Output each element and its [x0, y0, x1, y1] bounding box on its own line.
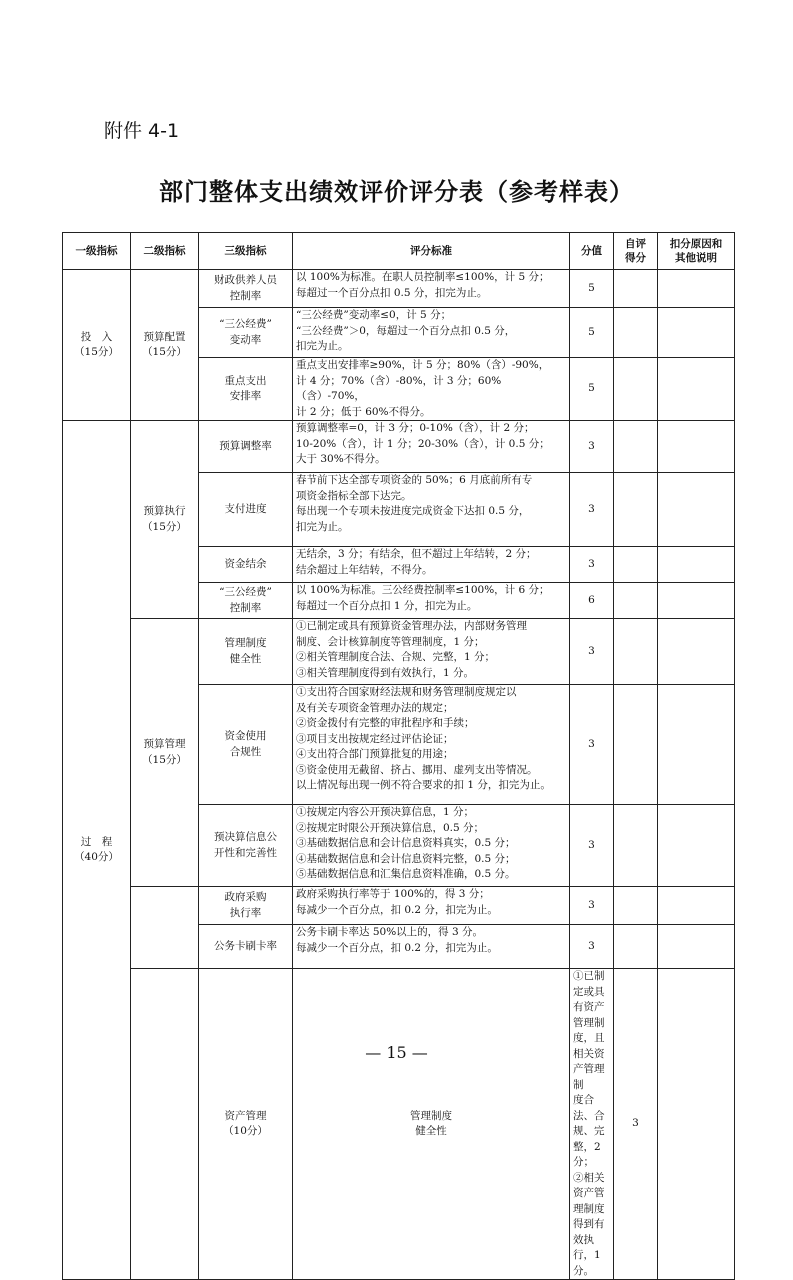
self-score-cell: [614, 685, 658, 805]
criteria-cell: 预算调整率=0，计 3 分；0-10%（含），计 2 分； 10-20%（含），计 1 分；20-30%（含），计 0.5 分； 大于 30%不得分。: [293, 421, 570, 473]
level3-cell: 资金使用 合规性: [199, 685, 293, 805]
level2-cell: [131, 887, 199, 969]
level3-cell: 公务卡刷卡率: [199, 925, 293, 969]
level3-cell: “三公经费” 控制率: [199, 583, 293, 619]
remarks-cell: [658, 925, 735, 969]
score-cell: 3: [570, 887, 614, 925]
criteria-cell: 以 100%为标准。在职人员控制率≤100%，计 5 分； 每超过一个百分点扣 0.5 分，扣完为止。: [293, 270, 570, 308]
column-header: 一级指标: [63, 233, 131, 270]
self-score-cell: [614, 925, 658, 969]
self-score-cell: [614, 270, 658, 308]
criteria-cell: 政府采购执行率等于 100%的，得 3 分； 每减少一个百分点，扣 0.2 分，扣完为止。: [293, 887, 570, 925]
level2-cell: 预算管理 （15分）: [131, 619, 199, 887]
scoring-table: [62, 232, 735, 1280]
remarks-cell: [658, 547, 735, 583]
level3-cell: “三公经费” 变动率: [199, 308, 293, 358]
level1-cell: 过 程 （40分）: [63, 421, 131, 1280]
table-row: [63, 421, 735, 473]
criteria-cell: ①已制定或具有预算资金管理办法，内部财务管理 制度、会计核算制度等管理制度，1 分； ②相关管理制度合法、合规、完整，1 分； ③相关管理制度得到有效执行，1 分。: [293, 619, 570, 685]
score-cell: 3: [570, 925, 614, 969]
level3-cell: 预算调整率: [199, 421, 293, 473]
table-header-row: [63, 233, 735, 270]
column-header: 三级指标: [199, 233, 293, 270]
self-score-cell: [614, 547, 658, 583]
table-row: [63, 969, 735, 1280]
remarks-cell: [658, 619, 735, 685]
self-score-cell: [614, 473, 658, 547]
level3-cell: 预决算信息公 开性和完善性: [199, 805, 293, 887]
score-cell: 3: [570, 619, 614, 685]
score-cell: 3: [614, 969, 658, 1280]
remarks-cell: [658, 358, 735, 421]
remarks-cell: [658, 421, 735, 473]
score-cell: 3: [570, 685, 614, 805]
self-score-cell: [658, 969, 735, 1280]
remarks-cell: [658, 308, 735, 358]
level1-cell: 投 入 （15分）: [63, 270, 131, 421]
column-header: 自评 得分: [614, 233, 658, 270]
remarks-cell: [658, 887, 735, 925]
criteria-cell: ①已制定或具有资产管理制度，且相关资产管理制 度合法、合规、完整，2 分； ②相关资产管理制度得到有效执行，1 分。: [570, 969, 614, 1280]
self-score-cell: [614, 583, 658, 619]
remarks-cell: [658, 685, 735, 805]
self-score-cell: [614, 421, 658, 473]
score-cell: 3: [570, 547, 614, 583]
self-score-cell: [614, 358, 658, 421]
level3-cell: 管理制度 健全性: [199, 619, 293, 685]
score-cell: 3: [570, 421, 614, 473]
remarks-cell: [658, 270, 735, 308]
self-score-cell: [614, 619, 658, 685]
criteria-cell: 公务卡刷卡率达 50%以上的，得 3 分。 每减少一个百分点，扣 0.2 分，扣完为止。: [293, 925, 570, 969]
score-cell: 5: [570, 308, 614, 358]
table-row: [63, 270, 735, 308]
column-header: 评分标准: [293, 233, 570, 270]
level2-cell: 预算执行 （15分）: [131, 421, 199, 619]
criteria-cell: ①按规定内容公开预决算信息，1 分； ②按规定时限公开预决算信息，0.5 分； ③基础数据信息和会计信息资料真实，0.5 分； ④基础数据信息和会计信息资料完整，0.5 分； ⑤基础数据信息和汇集信息资料准确，0.5 分。: [293, 805, 570, 887]
level3-cell: 重点支出 安排率: [199, 358, 293, 421]
score-cell: 6: [570, 583, 614, 619]
level2-cell: 资产管理 （10分）: [199, 969, 293, 1280]
criteria-cell: 以 100%为标准。三公经费控制率≤100%，计 6 分； 每超过一个百分点扣 1 分，扣完为止。: [293, 583, 570, 619]
level3-cell: 政府采购 执行率: [199, 887, 293, 925]
attachment-label: 附件 4-1: [104, 120, 180, 142]
self-score-cell: [614, 805, 658, 887]
column-header: 分值: [570, 233, 614, 270]
document-title: 部门整体支出绩效评价评分表（参考样表）: [159, 178, 634, 206]
table-row: [63, 619, 735, 685]
remarks-cell: [658, 473, 735, 547]
level3-cell: 管理制度 健全性: [293, 969, 570, 1280]
level2-cell: 预算配置 （15分）: [131, 270, 199, 421]
page-number: — 15 —: [365, 1043, 428, 1062]
score-cell: 3: [570, 805, 614, 887]
level3-cell: 资金结余: [199, 547, 293, 583]
score-cell: 5: [570, 358, 614, 421]
level3-cell: 支付进度: [199, 473, 293, 547]
score-cell: 5: [570, 270, 614, 308]
self-score-cell: [614, 887, 658, 925]
score-cell: 3: [570, 473, 614, 547]
remarks-cell: [658, 805, 735, 887]
level1-cell: [131, 969, 199, 1280]
column-header: 扣分原因和 其他说明: [658, 233, 735, 270]
criteria-cell: 重点支出安排率≥90%，计 5 分；80%（含）-90%， 计 4 分；70%（含）-80%，计 3 分；60%（含）-70%， 计 2 分；低于 60%不得分。: [293, 358, 570, 421]
criteria-cell: 无结余，3 分；有结余，但不超过上年结转，2 分； 结余超过上年结转，不得分。: [293, 547, 570, 583]
level3-cell: 财政供养人员 控制率: [199, 270, 293, 308]
criteria-cell: 春节前下达全部专项资金的 50%；6 月底前所有专 项资金指标全部下达完。 每出现一个专项未按进度完成资金下达扣 0.5 分， 扣完为止。: [293, 473, 570, 547]
remarks-cell: [658, 583, 735, 619]
table-row: [63, 887, 735, 925]
criteria-cell: ①支出符合国家财经法规和财务管理制度规定以 及有关专项资金管理办法的规定； ②资金拨付有完整的审批程序和手续； ③项目支出按规定经过评估论证； ④支出符合部门预算批复的用途； ⑤资金使用无截留、挤占、挪用、虚列支出等情况。 以上情况每出现一例不符合要求的扣 1 分，扣完为止。: [293, 685, 570, 805]
self-score-cell: [614, 308, 658, 358]
criteria-cell: “三公经费”变动率≤0，计 5 分； “三公经费”＞0，每超过一个百分点扣 0.5 分， 扣完为止。: [293, 308, 570, 358]
column-header: 二级指标: [131, 233, 199, 270]
